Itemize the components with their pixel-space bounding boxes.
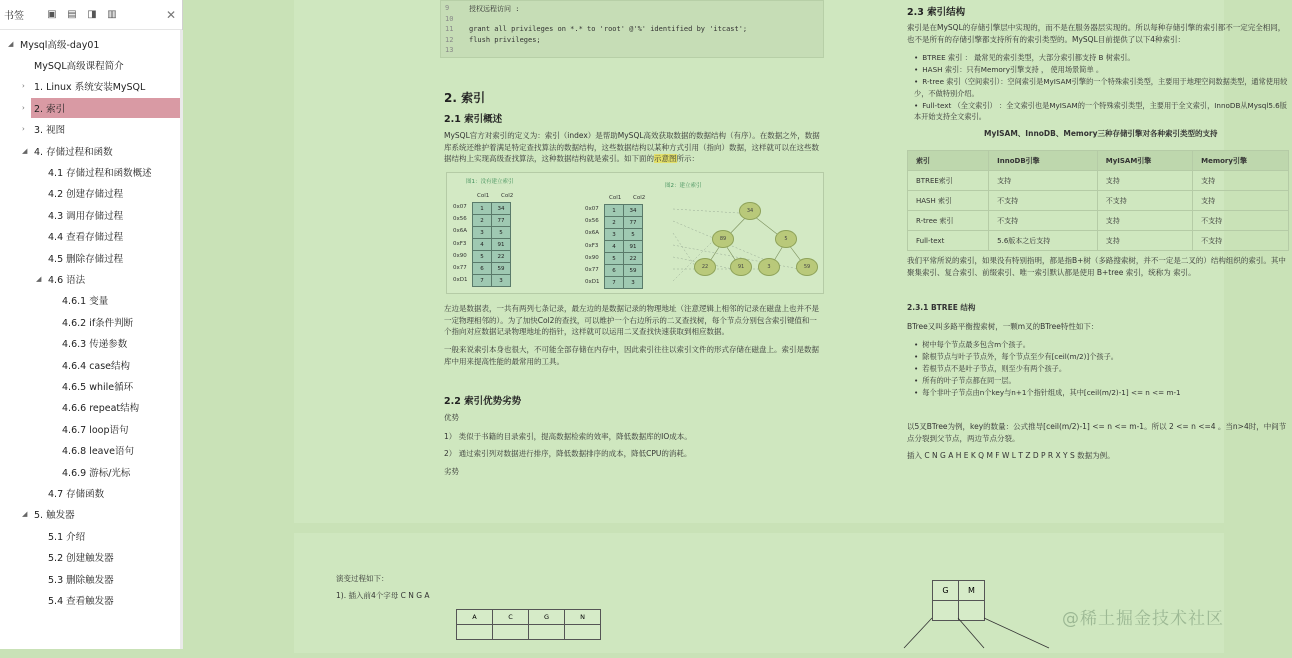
index-type-list: [914, 52, 1292, 123]
memory-address: 0x90: [453, 252, 467, 259]
table-cell: 59: [624, 265, 643, 277]
table-cell: 77: [492, 215, 511, 227]
code-line: flush privileges;: [469, 35, 541, 44]
sidebar-item-label: 5.1 介绍: [48, 531, 86, 543]
sidebar-header: [0, 0, 182, 30]
btree-properties-list: [914, 339, 1292, 398]
sidebar-item[interactable]: [0, 590, 182, 609]
table-cell: 5: [473, 251, 492, 263]
table-cell: 不支持: [1193, 211, 1289, 231]
list-item: • R-tree 索引（空间索引）：空间索引是MyISAM引擎的一个特殊索引类型，主要用于地理空间数据类型，通常使用较少，不做特别介绍。: [914, 76, 1292, 100]
table-cell: 91: [624, 241, 643, 253]
sidebar-item[interactable]: [0, 55, 182, 74]
sidebar-item[interactable]: [0, 483, 182, 502]
paragraph-index-structure: 索引是在MySQL的存储引擎层中实现的，而不是在服务器层实现的。所以每种存储引擎的索引都不一定完全相同，也不是所有的存储引擎都支持所有的索引类型的。MySQL目前提供了以下4种索引：: [907, 23, 1286, 44]
sidebar-item[interactable]: [0, 205, 182, 224]
sidebar-item-label: 4.6.1 变量: [62, 296, 109, 308]
bookmark-list-icon[interactable]: ▥: [107, 9, 117, 20]
table-cell: 5: [605, 253, 624, 265]
tree-node: 5: [775, 230, 797, 248]
table-cell: 3: [473, 227, 492, 239]
sidebar-scrollbar[interactable]: [180, 30, 183, 649]
table-cell: 5: [492, 227, 511, 239]
page-spread: [294, 0, 1288, 523]
sidebar-item[interactable]: [0, 120, 182, 139]
table-cell: 不支持: [989, 211, 1098, 231]
sidebar-item-label: 4.6.6 repeat结构: [62, 403, 140, 415]
table-row: [908, 191, 1289, 211]
list-item: • Full-text （全文索引） ：全文索引也是MyISAM的一个特殊索引类型，主要用于全文索引，InnoDB从Mysql5.6版本开始支持全文索引。: [914, 100, 1292, 124]
memory-address: 0x90: [585, 254, 599, 261]
tree-node: 34: [739, 202, 761, 220]
tree-node: 91: [730, 258, 752, 276]
advantage-1: 1） 类似于书籍的目录索引，提高数据检索的效率，降低数据库的IO成本。: [444, 432, 692, 441]
memory-address: 0x77: [453, 265, 467, 271]
sidebar-item-label: MySQL高级课程简介: [34, 60, 124, 72]
table-cell: 59: [492, 263, 511, 275]
chevron-down-icon[interactable]: ◢: [8, 39, 14, 48]
table-cell: 77: [624, 217, 643, 229]
sidebar-item[interactable]: [0, 398, 182, 417]
paragraph-insert-sequence: 插入 C N G A H E K Q M F W L T Z D P R X Y S 数据为例。: [907, 451, 1115, 460]
sidebar-item-label: 2. 索引: [34, 103, 66, 115]
sidebar-item[interactable]: [0, 505, 182, 524]
sidebar-title: 书签: [4, 11, 24, 22]
list-item: • HASH 索引：只有Memory引擎支持 ， 使用场景简单 。: [914, 64, 1292, 76]
heading-index-structure: 2.3 索引结构: [907, 7, 966, 18]
sidebar-item[interactable]: [0, 334, 182, 353]
code-block: [440, 0, 824, 58]
label-advantages: 优势: [444, 413, 459, 422]
root-node: [932, 580, 985, 621]
list-item: • 树中每个节点最多包含m个孩子。: [914, 339, 1292, 351]
table-cell: 7: [605, 277, 624, 289]
sidebar-item-label: Mysql高级-day01: [20, 39, 100, 51]
sidebar-item-label: 4.6.8 leave语句: [62, 446, 134, 458]
sidebar-item-label: 4.1 存储过程和函数概述: [48, 167, 152, 179]
sidebar-item-label: 4.6 语法: [48, 274, 86, 286]
sidebar-item[interactable]: [0, 569, 182, 588]
sidebar-item-label: 4.7 存储函数: [48, 488, 105, 500]
key-cell: N: [565, 610, 601, 625]
sidebar-item[interactable]: [0, 227, 182, 246]
sidebar-item[interactable]: [0, 526, 182, 545]
insert-node: [456, 609, 601, 640]
memory-address: 0x77: [585, 267, 599, 273]
table-cell: 不支持: [1097, 191, 1192, 211]
sidebar-item[interactable]: [0, 355, 182, 374]
sidebar-item[interactable]: [0, 441, 182, 460]
table-cell: 2: [473, 215, 492, 227]
table-cell: 2: [605, 217, 624, 229]
table-cell: 6: [605, 265, 624, 277]
memory-address: 0xD1: [585, 279, 600, 286]
root-key-m: M: [959, 581, 985, 601]
tree-node: 3: [758, 258, 780, 276]
table-cell: 3: [605, 229, 624, 241]
bookmark-add-icon[interactable]: ◨: [87, 9, 97, 20]
sidebar-item-label: 4. 存储过程和函数: [34, 146, 113, 158]
table-row: [908, 171, 1289, 191]
sidebar-item[interactable]: [0, 291, 182, 310]
sidebar-item[interactable]: [0, 376, 182, 395]
table-cell: HASH 索引: [908, 191, 989, 211]
advantage-2: 2） 通过索引列对数据进行排序，降低数据排序的成本，降低CPU的消耗。: [444, 449, 692, 458]
table-cell: 3: [492, 275, 511, 287]
demo-label: 演变过程如下：: [336, 574, 389, 583]
tree-node: 59: [796, 258, 818, 276]
page-next: [294, 533, 1224, 653]
table-cell: 5.6版本之后支持: [989, 231, 1098, 251]
engine-support-table: [907, 150, 1289, 251]
code-line: grant all privileges on *.* to 'root' @'%' identified by 'itcast';: [469, 25, 748, 33]
table-cell: 1: [605, 205, 624, 217]
paragraph-btree-example: 以5叉BTree为例，key的数量：公式推导[ceil(m/2)-1] <= n <= m-1。所以 2 <= n <=4 。当n>4时，中间节点分裂到父节点，两边节点分裂。: [907, 422, 1287, 443]
list-item: • BTREE 索引 ： 最常见的索引类型，大部分索引都支持 B 树索引。: [914, 52, 1292, 64]
col1-header: Col1: [477, 193, 490, 199]
sidebar-item[interactable]: [0, 141, 182, 160]
sidebar-item[interactable]: [0, 269, 182, 288]
chevron-down-icon[interactable]: ◢: [22, 510, 28, 519]
sidebar-item-label: 3. 视图: [34, 125, 66, 137]
table-cell: 支持: [1193, 171, 1289, 191]
paragraph-definition: MySQL官方对索引的定义为：索引（index）是帮助MySQL高效获取数据的数据结构（有序）。在数据之外，数据库系统还维护着满足特定查找算法的数据结构，这些数据结构以某种方式引用（指向）数据，这样就可以在这些数据结构上实现高级查找算法，这种数据结构就是索引。如下面的示意图所示：: [444, 131, 820, 164]
heading-index-overview: 2.1 索引概述: [444, 114, 503, 125]
sidebar-item[interactable]: [0, 184, 182, 203]
chevron-right-icon[interactable]: ›: [22, 82, 25, 91]
paragraph-bplus: 我们平常所说的索引，如果没有特别指明，都是指B+树（多路搜索树，并不一定是二叉的）结构组织的索引。其中聚集索引、复合索引、前缀索引、唯一索引默认都是使用 B+tree 索引，统称为 索引。: [907, 256, 1286, 277]
chevron-down-icon[interactable]: ◢: [36, 274, 42, 283]
code-line: 授权远程访问 :: [469, 5, 520, 13]
sidebar-item-label: 4.4 查看存储过程: [48, 232, 124, 244]
list-item: • 每个非叶子节点由n个key与n+1个指针组成，其中[ceil(m/2)-1] <= n <= m-1: [914, 387, 1292, 399]
code-line-number: 10: [445, 14, 454, 23]
label-disadvantages: 劣势: [444, 467, 459, 476]
code-line-number: 9: [445, 4, 450, 12]
watermark: @稀土掘金技术社区: [1062, 609, 1224, 629]
expand-all-icon[interactable]: ▣: [47, 9, 57, 20]
document-view: [186, 0, 1288, 649]
sidebar-item-label: 5. 触发器: [34, 510, 75, 522]
table-cell: Full-text: [908, 231, 989, 251]
table-cell: BTREE索引: [908, 171, 989, 191]
code-line-number: 11: [445, 25, 454, 33]
memory-address: 0x56: [585, 218, 599, 225]
table-cell: 不支持: [1193, 231, 1289, 251]
table-cell: 4: [473, 239, 492, 251]
key-cell: A: [457, 610, 493, 625]
sidebar-item-label: 5.3 删除触发器: [48, 574, 114, 586]
tree-edges: [447, 173, 825, 295]
sidebar-item[interactable]: [0, 248, 182, 267]
table-cell: 22: [492, 251, 511, 263]
sidebar-item-label: 4.6.5 while循环: [62, 381, 134, 393]
table-cell: 5: [624, 229, 643, 241]
sidebar-item-label: 5.4 查看触发器: [48, 595, 114, 607]
table-cell: 3: [624, 277, 643, 289]
col2-header: Col2: [633, 195, 646, 201]
table-cell: 4: [605, 241, 624, 253]
sidebar-item-label: 4.2 创建存储过程: [48, 189, 124, 201]
code-line-number: 12: [445, 35, 454, 44]
index-figure: [446, 172, 824, 294]
sidebar-item[interactable]: [0, 77, 182, 96]
memory-address: 0x07: [453, 204, 467, 210]
tree-node: 89: [712, 230, 734, 248]
sidebar-item-label: 4.5 删除存储过程: [48, 253, 124, 265]
table-header: Memory引擎: [1193, 151, 1289, 171]
sidebar-item-label: 4.6.7 loop语句: [62, 424, 129, 436]
table-caption: MyISAM、InnoDB、Memory三种存储引擎对各种索引类型的支持: [984, 129, 1218, 138]
heading-index: 2. 索引: [444, 91, 486, 105]
sidebar-item[interactable]: [0, 98, 182, 117]
sidebar-item-label: 5.2 创建触发器: [48, 553, 114, 565]
sidebar-item[interactable]: [0, 462, 182, 481]
key-cell: G: [529, 610, 565, 625]
sidebar-item-label: 4.6.2 if条件判断: [62, 317, 134, 329]
figure-caption-no-index: 图1：没有建立索引: [466, 179, 514, 185]
col2-header: Col2: [501, 193, 514, 199]
tree-node: 22: [694, 258, 716, 276]
close-icon[interactable]: ✕: [165, 7, 176, 22]
figure-caption-index: 图2：建立索引: [665, 183, 702, 189]
table-cell: 22: [624, 253, 643, 265]
sidebar-item[interactable]: [0, 548, 182, 567]
memory-address: 0xF3: [585, 242, 599, 249]
table-row: [908, 211, 1289, 231]
sidebar-item[interactable]: [0, 34, 182, 53]
table-cell: 支持: [1097, 231, 1192, 251]
table-cell: 不支持: [989, 191, 1098, 211]
table-cell: 支持: [1097, 171, 1192, 191]
memory-address: 0x07: [585, 206, 599, 212]
chevron-right-icon[interactable]: ›: [22, 103, 25, 112]
sidebar-item[interactable]: [0, 312, 182, 331]
sidebar-item-label: 4.6.4 case结构: [62, 360, 131, 372]
table-cell: 6: [473, 263, 492, 275]
heading-btree: 2.3.1 BTREE 结构: [907, 303, 976, 312]
collapse-all-icon[interactable]: ▤: [67, 9, 77, 20]
list-item: • 若根节点不是叶子节点，则至少有两个孩子。: [914, 363, 1292, 375]
sidebar-item-label: 1. Linux 系统安装MySQL: [34, 82, 146, 94]
sidebar-item-label: 4.6.3 传递参数: [62, 339, 128, 351]
sidebar-item[interactable]: [0, 162, 182, 181]
sidebar-item[interactable]: [0, 419, 182, 438]
table-cell: 支持: [1097, 211, 1192, 231]
table-header: MyISAM引擎: [1097, 151, 1192, 171]
table-cell: R-tree 索引: [908, 211, 989, 231]
paragraph-index-storage: 一般来说索引本身也很大，不可能全部存储在内存中，因此索引往往以索引文件的形式存储在磁盘上。索引是数据库中用来提高性能的最常用的工具。: [444, 345, 819, 366]
table-header: 索引: [908, 151, 989, 171]
col1-header: Col1: [609, 195, 622, 201]
list-item: • 除根节点与叶子节点外，每个节点至少有[ceil(m/2)]个孩子。: [914, 351, 1292, 363]
sidebar-item-label: 4.6.9 游标/光标: [62, 467, 131, 479]
chevron-right-icon[interactable]: ›: [22, 125, 25, 134]
table-cell: 91: [492, 239, 511, 251]
table-cell: 1: [473, 203, 492, 215]
table-cell: 支持: [989, 171, 1098, 191]
memory-address: 0x6A: [453, 228, 468, 235]
memory-address: 0x6A: [585, 230, 600, 237]
list-item: • 所有的叶子节点都在同一层。: [914, 375, 1292, 387]
table-cell: 34: [492, 203, 511, 215]
table-header: InnoDB引擎: [989, 151, 1098, 171]
chevron-down-icon[interactable]: ◢: [22, 146, 28, 155]
table-cell: 7: [473, 275, 492, 287]
table-cell: 34: [624, 205, 643, 217]
paragraph-btree-intro: BTree又叫多路平衡搜索树，一颗m叉的BTree特性如下：: [907, 322, 1099, 331]
paragraph-figure-explain: 左边是数据表，一共有两列七条记录，最左边的是数据记录的物理地址（注意逻辑上相邻的记录在磁盘上也并不是一定物理相邻的）。为了加快Col2的查找，可以维护一个右边所示的二叉查找树，每个节点分别包含索引键值和一个指向对应数据记录物理地址的指针，这样就可以运用二叉查找快速获取到相应数据。: [444, 304, 819, 337]
heading-pros-cons: 2.2 索引优势劣势: [444, 396, 522, 407]
sidebar-item-label: 4.3 调用存储过程: [48, 210, 124, 222]
memory-address: 0xF3: [453, 240, 467, 247]
memory-address: 0xD1: [453, 277, 468, 284]
key-cell: C: [493, 610, 529, 625]
code-line-number: 13: [445, 46, 454, 54]
memory-address: 0x56: [453, 216, 467, 223]
insert-step-1: 1). 插入前4个字母 C N G A: [336, 591, 430, 600]
bookmark-sidebar: [0, 0, 183, 649]
table-row: [908, 231, 1289, 251]
root-key-g: G: [933, 581, 959, 601]
table-cell: 支持: [1193, 191, 1289, 211]
root-edges: [884, 618, 1084, 658]
